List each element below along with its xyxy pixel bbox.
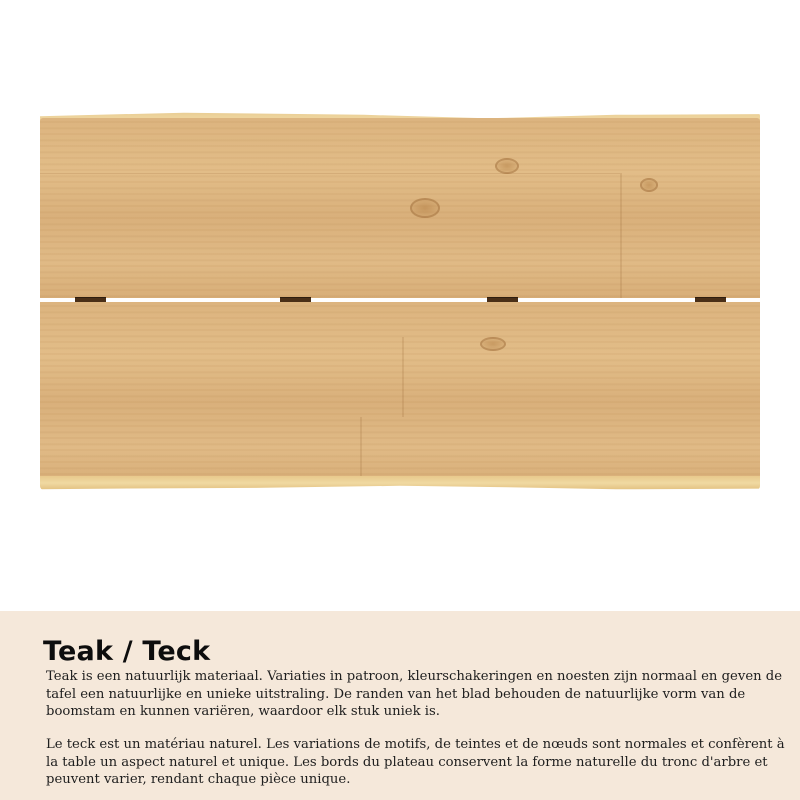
board-joint — [360, 417, 362, 477]
wood-knot — [640, 178, 658, 192]
board-joint — [620, 173, 622, 298]
wood-knot — [495, 158, 519, 174]
board-top — [40, 118, 760, 298]
description-dutch: Teak is een natuurlijk materiaal. Variaties in patroon, kleurschakeringen en noesten zijn normaal en geven de tafel een natuurlijke en unieke uitstraling. De randen van het blad behouden de natuurlijke vorm van de boomstam en kunnen variëren, waardoor elk stuk uniek is. — [46, 669, 783, 719]
material-title: Teak / Teck — [43, 636, 211, 667]
board-joint — [402, 337, 404, 417]
board-bottom — [40, 302, 760, 484]
teak-tabletop — [40, 110, 760, 492]
description-french: Le teck est un matériau naturel. Les variations de motifs, de teintes et de nœuds sont normales et confèrent à la table un aspect naturel et unique. Les bords du plateau conservent la forme naturelle du tronc d'arbre et peuvent varier, rendant chaque pièce unique. — [46, 737, 785, 787]
wood-knot — [410, 198, 440, 218]
board-seam — [40, 298, 760, 301]
live-edge-bottom — [40, 476, 760, 490]
board-joint — [40, 173, 620, 174]
info-panel — [0, 611, 800, 800]
wood-knot — [480, 337, 506, 351]
